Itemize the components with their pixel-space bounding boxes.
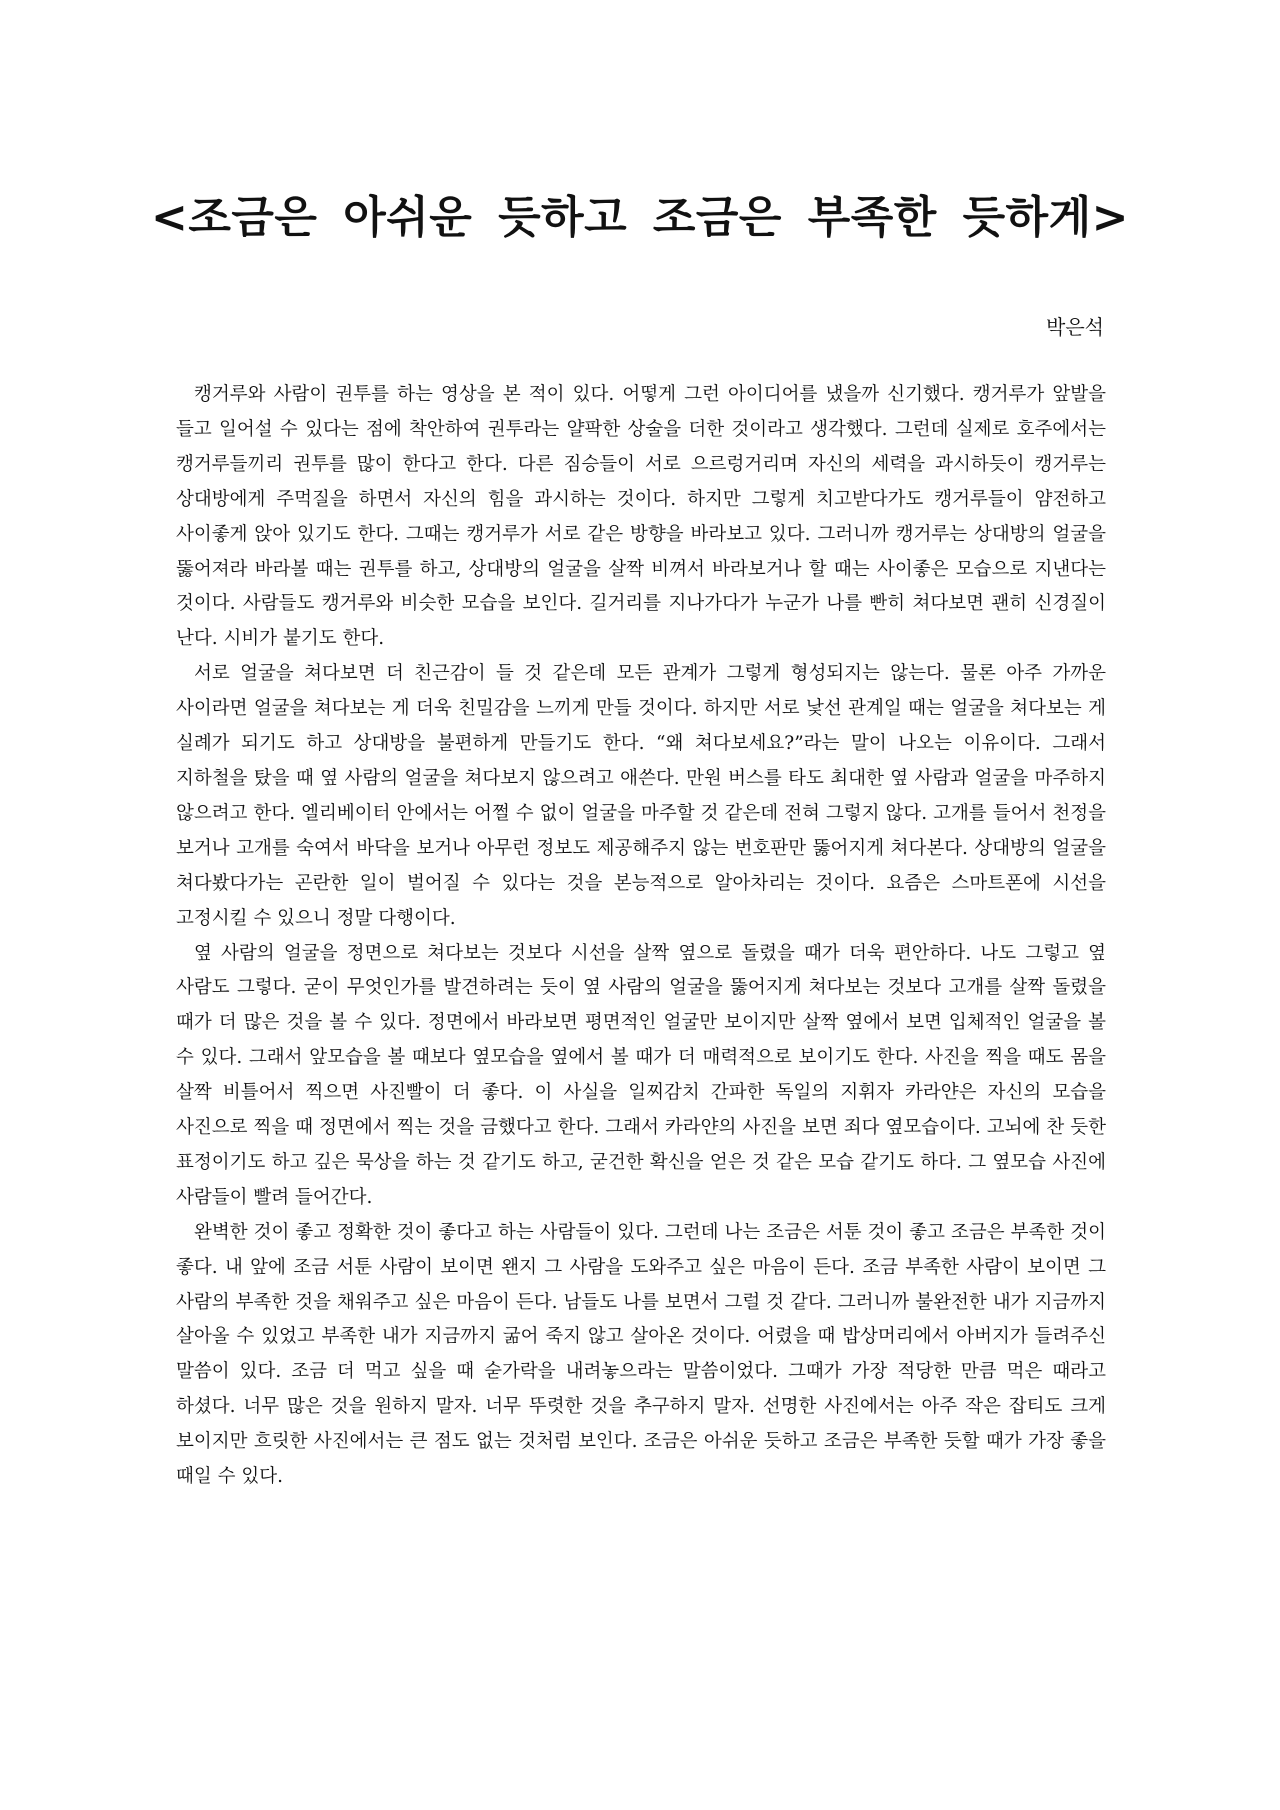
document-title: <조금은 아쉬운 듯하고 조금은 부족한 듯하게> <box>151 192 1129 243</box>
body-paragraph: 서로 얼굴을 쳐다보면 더 친근감이 들 것 같은데 모든 관계가 그렇게 형성되지는 않는다. 물론 아주 가까운 사이라면 얼굴을 쳐다보는 게 더욱 친밀감을 느끼게 만들 것이다. 하지만 서로 낯선 관계일 때는 얼굴을 쳐다보는 게 실례가 되기도 하고 상대방을 불편하게 만들기도 한다. “왜 쳐다보세요?”라는 말이 나오는 이유이다. 그래서 지하철을 탔을 때 옆 사람의 얼굴을 쳐다보지 않으려고 애쓴다. 만원 버스를 타도 최대한 옆 사람과 얼굴을 마주하지 않으려고 한다. 엘리베이터 안에서는 어쩔 수 없이 얼굴을 마주할 것 같은데 전혀 그렇지 않다. 고개를 들어서 천정을 보거나 고개를 숙여서 바닥을 보거나 아무런 정보도 제공해주지 않는 번호판만 뚫어지게 쳐다본다. 상대방의 얼굴을 쳐다봤다가는 곤란한 일이 벌어질 수 있다는 것을 본능적으로 알아차리는 것이다. 요즘은 스마트폰에 시선을 고정시킬 수 있으니 정말 다행이다. <box>176 663 1106 929</box>
body-paragraph: 캥거루와 사람이 권투를 하는 영상을 본 적이 있다. 어떻게 그런 아이디어를 냈을까 신기했다. 캥거루가 앞발을 들고 일어설 수 있다는 점에 착안하여 권투라는 얄팍한 상술을 더한 것이라고 생각했다. 그런데 실제로 호주에서는 캥거루들끼리 권투를 많이 한다고 한다. 다른 짐승들이 서로 으르렁거리며 자신의 세력을 과시하듯이 캥거루는 상대방에게 주먹질을 하면서 자신의 힘을 과시하는 것이다. 하지만 그렇게 치고받다가도 캥거루들이 얌전하고 사이좋게 앉아 있기도 한다. 그때는 캥거루가 서로 같은 방향을 바라보고 있다. 그러니까 캥거루는 상대방의 얼굴을 뚫어져라 바라볼 때는 권투를 하고, 상대방의 얼굴을 살짝 비껴서 바라보거나 할 때는 사이좋은 모습으로 지낸다는 것이다. 사람들도 캥거루와 비슷한 모습을 보인다. 길거리를 지나가다가 누군가 나를 빤히 쳐다보면 괜히 신경질이 난다. 시비가 붙기도 한다. <box>176 384 1106 650</box>
author-name: 박은석 <box>1046 315 1104 339</box>
body-paragraph: 완벽한 것이 좋고 정확한 것이 좋다고 하는 사람들이 있다. 그런데 나는 조금은 서툰 것이 좋고 조금은 부족한 것이 좋다. 내 앞에 조금 서툰 사람이 보이면 왠지 그 사람을 도와주고 싶은 마음이 든다. 조금 부족한 사람이 보이면 그 사람의 부족한 것을 채워주고 싶은 마음이 든다. 남들도 나를 보면서 그럴 것 같다. 그러니까 불완전한 내가 지금까지 살아올 수 있었고 부족한 내가 지금까지 굶어 죽지 않고 살아온 것이다. 어렸을 때 밥상머리에서 아버지가 들려주신 말씀이 있다. 조금 더 먹고 싶을 때 숟가락을 내려놓으라는 말씀이었다. 그때가 가장 적당한 만큼 먹은 때라고 하셨다. 너무 많은 것을 원하지 말자. 너무 뚜렷한 것을 추구하지 말자. 선명한 사진에서는 아주 작은 잡티도 크게 보이지만 흐릿한 사진에서는 큰 점도 없는 것처럼 보인다. 조금은 아쉬운 듯하고 조금은 부족한 듯할 때가 가장 좋을 때일 수 있다. <box>176 1221 1106 1488</box>
essay-body <box>176 378 1106 1495</box>
body-paragraph: 옆 사람의 얼굴을 정면으로 쳐다보는 것보다 시선을 살짝 옆으로 돌렸을 때가 더욱 편안하다. 나도 그렇고 옆 사람도 그렇다. 굳이 무엇인가를 발견하려는 듯이 옆 사람의 얼굴을 뚫어지게 쳐다보는 것보다 고개를 살짝 돌렸을 때가 더 많은 것을 볼 수 있다. 정면에서 바라보면 평면적인 얼굴만 보이지만 살짝 옆에서 보면 입체적인 얼굴을 볼 수 있다. 그래서 앞모습을 볼 때보다 옆모습을 옆에서 볼 때가 더 매력적으로 보이기도 한다. 사진을 찍을 때도 몸을 살짝 비틀어서 찍으면 사진빨이 더 좋다. 이 사실을 일찌감치 간파한 독일의 지휘자 카라얀은 자신의 모습을 사진으로 찍을 때 정면에서 찍는 것을 금했다고 한다. 그래서 카라얀의 사진을 보면 죄다 옆모습이다. 고뇌에 찬 듯한 표정이기도 하고 깊은 묵상을 하는 것 같기도 하고, 굳건한 확신을 얻은 것 같은 모습 같기도 하다. 그 옆모습 사진에 사람들이 빨려 들어간다. <box>176 942 1106 1208</box>
